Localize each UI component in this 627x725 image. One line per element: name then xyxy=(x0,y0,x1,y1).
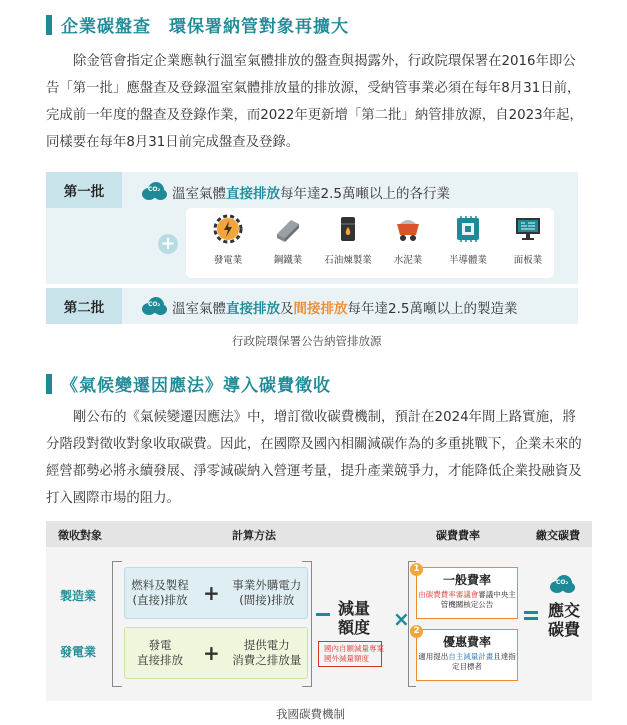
industry-power: 發電業 xyxy=(200,214,256,266)
diagram-caption: 我國碳費機制 xyxy=(276,707,345,721)
header-pay: 繳交碳費 xyxy=(536,529,580,542)
industry-oil: 石油煉製業 xyxy=(320,214,376,266)
rate-number-1: 1 xyxy=(410,563,423,576)
cement-cart-icon xyxy=(393,214,423,244)
section-title-climate-act xyxy=(46,371,331,396)
header-method: 計算方法 xyxy=(232,529,276,542)
co2-cloud-icon: CO₂ xyxy=(140,295,168,317)
industry-semiconductor: 半導體業 xyxy=(440,214,496,266)
plus-icon: + xyxy=(158,234,178,254)
target-manufacturing: 製造業 xyxy=(60,589,97,603)
industry-cement: 水泥業 xyxy=(380,214,436,266)
reduction-note-frame xyxy=(318,641,382,667)
calc-box-manufacturing: 燃料及製程 (直接)排放 + 事業外購電力 (間接)排放 xyxy=(124,567,308,619)
power-gear-icon xyxy=(213,214,243,244)
batch-row-second xyxy=(46,288,578,324)
rate-number-2: 2 xyxy=(410,625,423,638)
batch-table xyxy=(46,172,578,324)
target-power: 發電業 xyxy=(60,645,97,659)
rate-bracket xyxy=(408,561,416,687)
title-bar-marker xyxy=(46,374,52,394)
general-rate-box: 一般費率 由碳費費率審議會審議中央主管機關核定公告 xyxy=(416,567,518,619)
preferential-rate-box: 優惠費率 適用提出自主減量計畫且達指定目標者 xyxy=(416,629,518,681)
batch-label-second: 第二批 xyxy=(46,288,122,324)
co2-cloud-icon: CO₂ xyxy=(140,180,168,202)
batch-caption: 行政院環保署公告納管排放源 xyxy=(232,334,382,348)
industry-steel: 鋼鐵業 xyxy=(260,214,316,266)
left-bracket xyxy=(112,561,122,687)
batch-first-description: 溫室氣體直接排放每年達2.5萬噸以上的各行業 xyxy=(172,186,450,202)
section-title-text: 企業碳盤查 環保署納管對象再擴大 xyxy=(61,17,349,37)
batch-label-first: 第一批 xyxy=(46,172,122,208)
header-target: 徵收對象 xyxy=(58,529,102,542)
batch-second-description: 溫室氣體直接排放及間接排放每年達2.5萬噸以上的製造業 xyxy=(172,301,518,317)
industry-list xyxy=(186,208,554,278)
chip-icon xyxy=(453,214,483,244)
reduction-title: 減量 額度 xyxy=(337,599,370,637)
carbon-fee-diagram xyxy=(46,521,592,701)
steel-beam-icon xyxy=(273,214,303,244)
oil-barrel-icon xyxy=(333,214,363,244)
section-paragraph: 剛公布的《氣候變遷因應法》中，增訂徵收碳費機制，預計在2024年間上路實施，將分階段對徵收對象收取碳費。因此，在國際及國內相關減碳作為的多重挑戰下，企業未來的經營都勢必將永續發展、淨零減碳納入營運考量，提升產業競爭力，才能降低企業投融資及打入國際市場的阻力。 xyxy=(46,410,582,506)
monitor-panel-icon xyxy=(513,214,543,244)
batch-row-first xyxy=(46,172,578,284)
reduction-note: 國內自願減量專案 國外減量額度 xyxy=(324,644,384,663)
equals-operator-bottom xyxy=(524,617,538,620)
industry-panel: 面板業 xyxy=(500,214,556,266)
payable-fee-label: 應交 碳費 xyxy=(547,601,580,639)
title-bar-marker xyxy=(46,15,52,35)
section-paragraph: 除金管會指定企業應執行溫室氣體排放的盤查與揭露外，行政院環保署在2016年即公告「第一批」應盤查及登錄溫室氣體排放量的排放源，受納管事業必須在每年8月31日前，完成前一年度的盤查及登錄作業，而2022年更新增「第二批」納管排放源，自2023年起，同樣要在每年8月31日前完成盤查及登錄。 xyxy=(46,54,583,150)
minus-operator xyxy=(316,613,330,616)
section-title-text: 《氣候變遷因應法》導入碳費徵收 xyxy=(61,376,331,396)
multiply-operator: × xyxy=(393,607,410,631)
calc-box-power: 發電 直接排放 + 提供電力 消費之排放量 xyxy=(124,627,308,679)
section-title-carbon-inventory xyxy=(46,12,349,37)
diagram-header xyxy=(46,521,592,547)
co2-cloud-icon: CO₂ xyxy=(548,573,576,595)
header-rate: 碳費費率 xyxy=(436,529,480,542)
equals-operator-top xyxy=(524,611,538,614)
